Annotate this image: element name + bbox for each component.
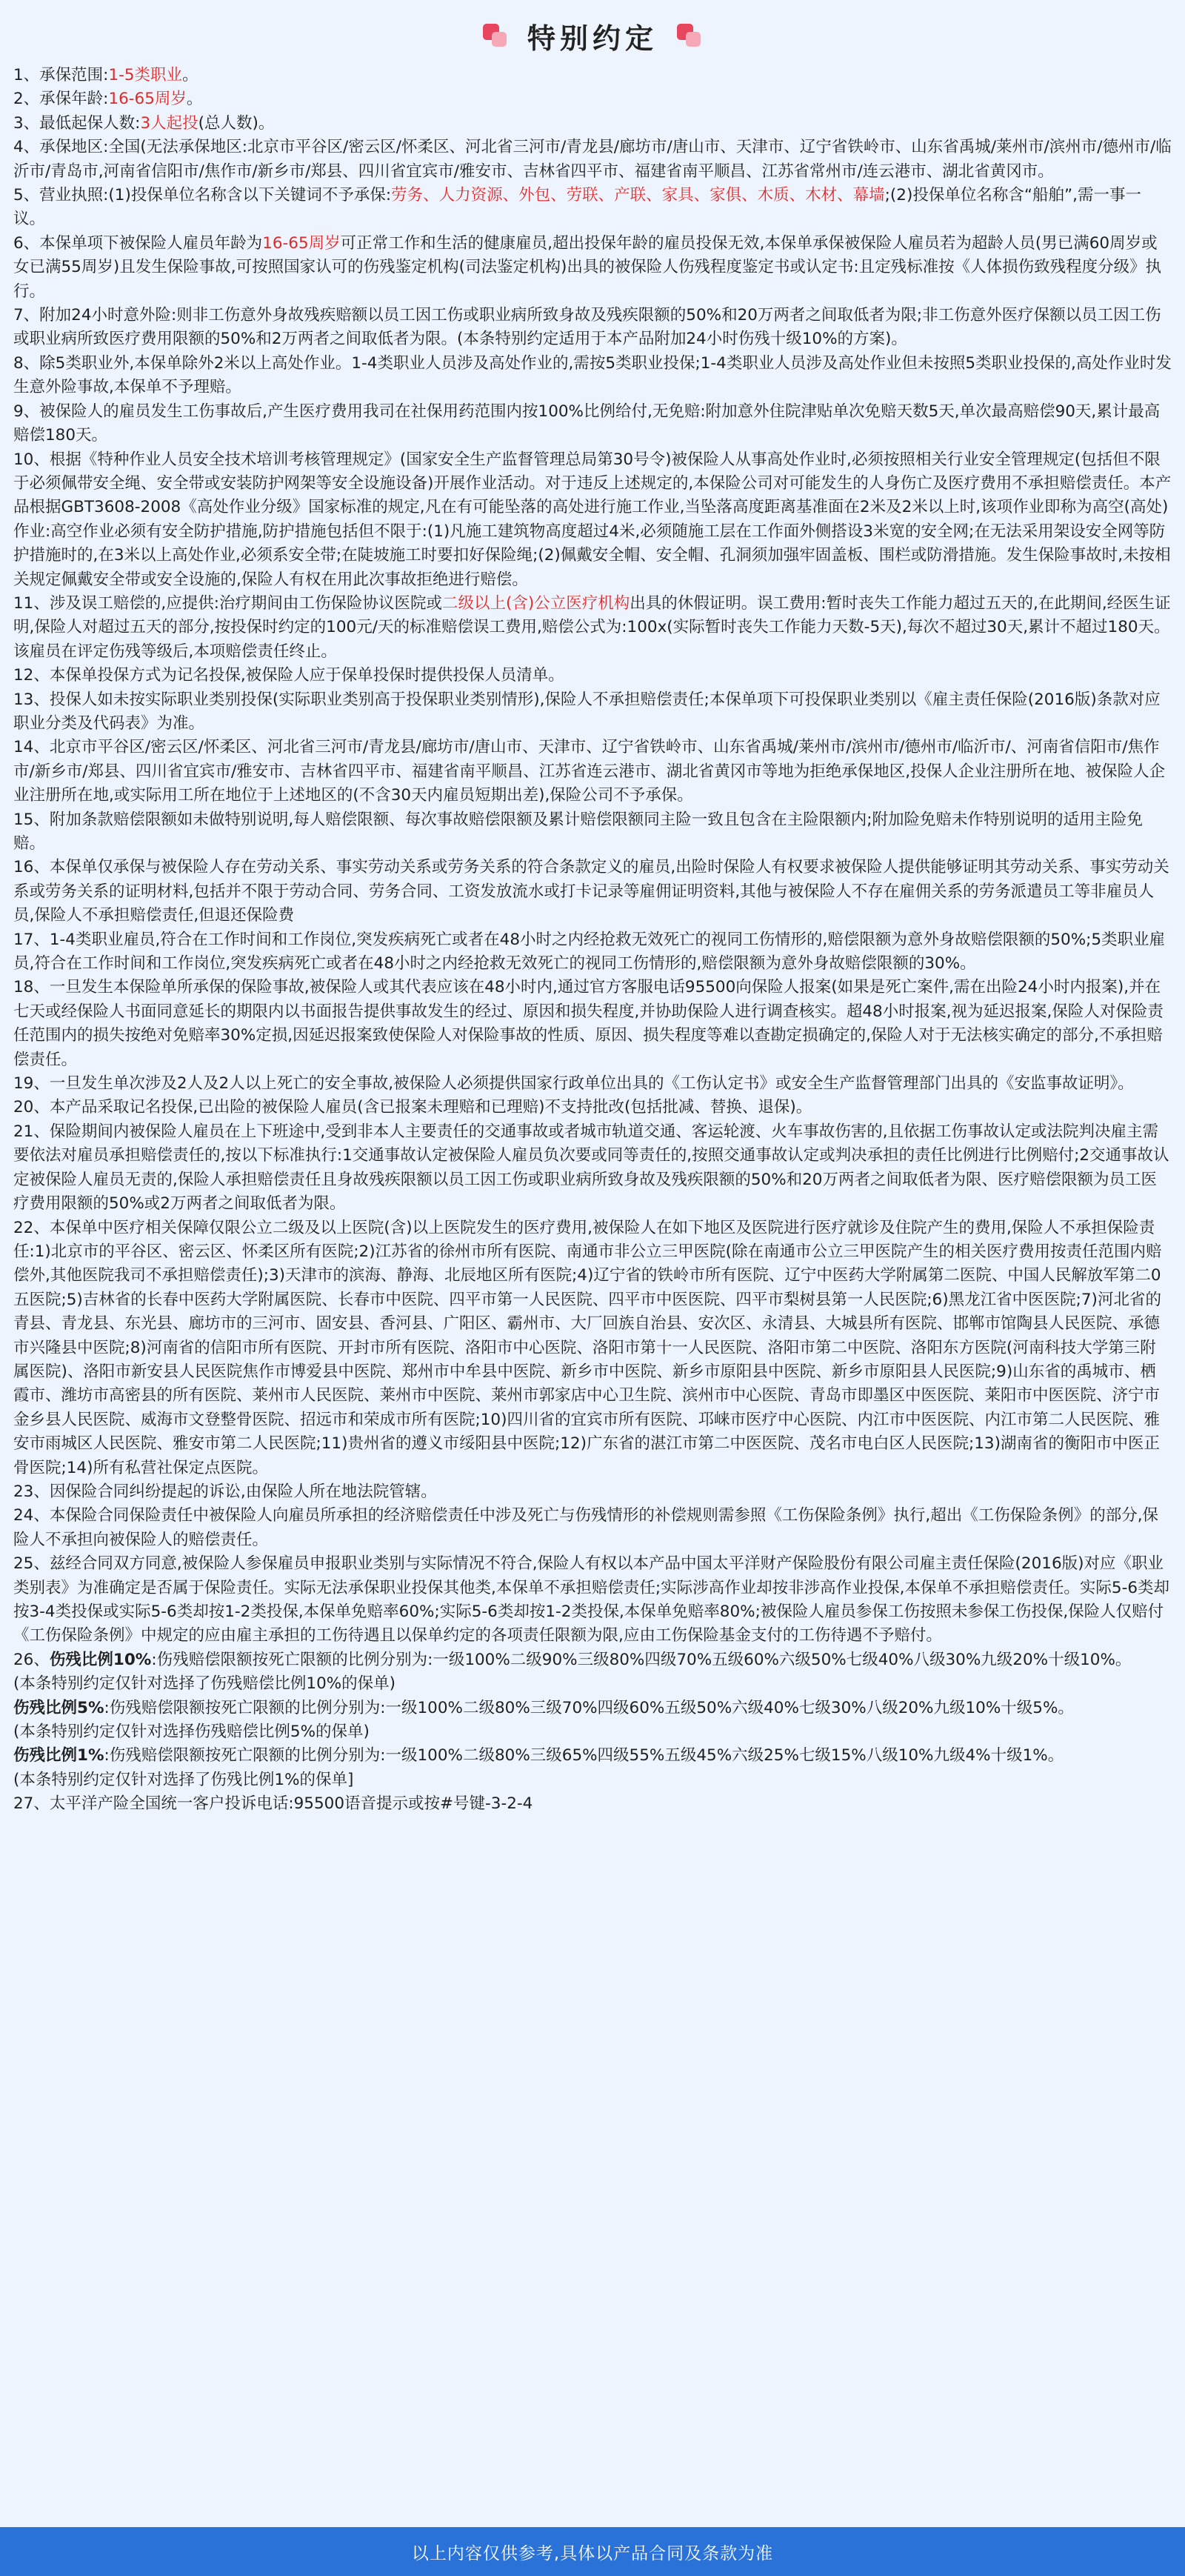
highlight-text: 1-5类职业	[108, 66, 183, 84]
item-text: 17、1-4类职业雇员,符合在工作时间和工作岗位,突发疾病死亡或者在48小时之内经抢救无效死亡的视同工伤情形的,赔偿限额为意外身故赔偿限额的50%;5类职业雇员,符合在工作时间和工作岗位,突发疾病死亡或者在48小时之内经抢救无效死亡的视同工伤情形的,赔偿限额为意外身故赔偿限额的30%。	[13, 930, 1166, 974]
highlight-text: 3人起投	[140, 113, 198, 133]
agreement-item-i19	[13, 1072, 1172, 1096]
agreement-item-i13	[13, 688, 1172, 736]
item-text: 15、附加条款赔偿限额如未做特别说明,每人赔偿限额、每次事故赔偿限额及累计赔偿限额同主险一致且包含在主险限额内;附加险免赔未作特别说明的适用主险免赔。	[13, 810, 1143, 853]
item-text: 24、本保险合同保险责任中被保险人向雇员所承担的经济赔偿责任中涉及死亡与伤残情形的补偿规则需参照《工伤保险条例》执行,超出《工伤保险条例》的部分,保险人不承担向被保险人的赔偿责任。	[13, 1506, 1159, 1549]
item-text: 7、附加24小时意外险:则非工伤意外身故残疾赔额以员工因工伤或职业病所致身故及残疾限额的50%和20万两者之间取低者为限;非工伤意外医疗保额以员工因工伤或职业病所致医疗费用限额的50%和2万两者之间取低者为限。(本条特别约定适用于本产品附加24小时伤残十级10%的方案)。	[13, 306, 1161, 349]
agreement-item-i25	[13, 1552, 1172, 1648]
item-text: 26、	[13, 1650, 50, 1669]
agreement-item-i23	[13, 1480, 1172, 1504]
agreement-item-i17	[13, 928, 1172, 976]
item-text: 出具的休假证明。误工费用:暂时丧失工作能力超过五天的,在此期间,经医生证明,保险人对超过五天的部分,按投保时约定的100元/天的标准赔偿误工费用,赔偿公式为:100x(实际暂时丧失工作能力天数-5天),每次不超过30天,累计不超过180天。该雇员在评定伤残等级后,本项赔偿责任终止。	[13, 593, 1171, 661]
item-text: 23、因保险合同纠纷提起的诉讼,由保险人所在地法院管辖。	[13, 1482, 437, 1501]
item-text: 9、被保险人的雇员发生工伤事故后,产生医疗费用我司在社保用药范围内按100%比例给付,无免赔:附加意外住院津贴单次免赔天数5天,单次最高赔偿90天,累计最高赔偿180天。	[13, 402, 1161, 445]
agreement-item-i21	[13, 1120, 1172, 1217]
item-text: 25、兹经合同双方同意,被保险人参保雇员申报职业类别与实际情况不符合,保险人有权以本产品中国太平洋财产保险股份有限公司雇主责任保险(2016版)对应《职业类别表》为准确定是否属于保险责任。实际无法承保职业投保其他类,本保单不承担赔偿责任;实际涉高作业却按非涉高作业投保,本保单不承担赔偿责任。实际5-6类却按3-4类投保或实际5-6类却按1-2类投保,本保单免赔率60%;实际5-6类却按1-2类投保,本保单免赔率80%;被保险人雇员参保工伤按照未参保工伤投保,保险人仅赔付《工伤保险条例》中规定的应由雇主承担的工伤待遇且以保单约定的各项责任限额为限,应由工伤保险基金支付的工伤待遇不予赔付。	[13, 1554, 1170, 1645]
agreement-item-i26n3	[13, 1768, 1172, 1792]
agreement-item-i6	[13, 232, 1172, 304]
item-text: (本条特别约定仅针对选择伤残赔偿比例5%的保单)	[13, 1723, 370, 1742]
highlight-text: 16-65周岁	[262, 233, 341, 253]
agreement-item-i8	[13, 352, 1172, 400]
disclaimer-text: 以上内容仅供参考,具体以产品合同及条款为准	[411, 2543, 774, 2563]
item-text: 2、承保年龄:	[13, 90, 109, 109]
agreement-item-i27	[13, 1792, 1172, 1816]
header	[0, 0, 1185, 71]
decorative-squares-icon	[483, 24, 508, 47]
item-text: 18、一旦发生本保险单所承保的保险事故,被保险人或其代表应该在48小时内,通过官方客服电话95500向保险人报案(如果是死亡案件,需在出险24小时内报案),并在七天或经保险人书面同意延长的期限内以书面报告提供事故发生的经过、原因和损失程度,并协助保险人进行调查核实。超48小时报案,视为延迟报案,保险人对保险责任范围内的损失按绝对免赔率30%定损,因延迟报案致使保险人对保险事故的性质、原因、损失程度等难以查勘定损确定的,保险人对于无法核实确定的部分,不承担赔偿责任。	[13, 978, 1164, 1069]
item-text: 16、本保单仅承保与被保险人存在劳动关系、事实劳动关系或劳务关系的符合条款定义的雇员,出险时保险人有权要求被保险人提供能够证明其劳动关系、事实劳动关系或劳务关系的证明材料,包括并不限于劳动合同、劳务合同、工资发放流水或打卡记录等雇佣证明资料,其他与被保险人不存在雇佣关系的劳务派遣员工等非雇员人员,保险人不承担赔偿责任,但退还保险费	[13, 858, 1169, 925]
page-title: 特别约定	[527, 21, 658, 55]
agreement-item-i15	[13, 808, 1172, 856]
item-text: (本条特别约定仅针对选择了伤残赔偿比例10%的保单)	[13, 1674, 396, 1694]
item-text: 8、除5类职业外,本保单除外2米以上高处作业。1-4类职业人员涉及高处作业的,需按5类职业投保;1-4类职业人员涉及高处作业但未按照5类职业投保的,高处作业时发生意外险事故,本保单不予理赔。	[13, 353, 1172, 397]
item-text: :伤残赔偿限额按死亡限额的比例分别为:一级100%二级80%三级70%四级60%五级50%六级40%七级30%八级20%九级10%十级5%。	[104, 1698, 1074, 1717]
item-text: 14、北京市平谷区/密云区/怀柔区、河北省三河市/青龙县/廊坊市/唐山市、天津市、辽宁省铁岭市、山东省禹城/莱州市/滨州市/德州市/临沂市/、河南省信阳市/焦作市/新乡市/郑县、四川省宜宾市/雅安市、吉林省四平市、福建省南平顺昌、江苏省连云港市、湖北省黄冈市等地为拒绝承保地区,投保人企业注册所在地、被保险人企业注册所在地,或实际用工所在地位于上述地区的(不含30天内雇员短期出差),保险公司不予承保。	[13, 738, 1166, 805]
agreement-item-i7	[13, 304, 1172, 352]
agreement-item-i22	[13, 1217, 1172, 1480]
item-text: 22、本保单中医疗相关保障仅限公立二级及以上医院(含)以上医院发生的医疗费用,被保险人在如下地区及医院进行医疗就诊及住院产生的费用,保险人不承担保险责任:1)北京市的平谷区、密云区、怀柔区所有医院;2)江苏省的徐州市所有医院、南通市非公立三甲医院(除在南通市公立三甲医院产生的相关医疗费用按责任范围内赔偿外,其他医院我司不承担赔偿责任);3)天津市的滨海、静海、北辰地区所有医院;4)辽宁省的铁岭市所有医院、辽宁中医药大学附属第二医院、中国人民解放军第二0五医院;5)吉林省的长春中医药大学附属医院、长春市中医院、四平市第一人民医院、四平市中医医院、四平市梨树县第一人民医院;6)黑龙江省中医医院;7)河北省的青县、青龙县、东光县、廊坊市的三河市、固安县、香河县、广阳区、霸州市、大厂回族自治县、安次区、永清县、大城县所有医院、邯郸市馆陶县人民医院、承德市兴隆县中医院;8)河南省的信阳市所有医院、开封市所有医院、洛阳市中心医院、洛阳市第十一人民医院、洛阳市第二中医院、洛阳东方医院(河南科技大学第三附属医院)、洛阳市新安县人民医院焦作市博爱县中医院、郑州市中牟县中医院、新乡市中医院、新乡市原阳县中医院、新乡市原阳县人民医院;9)山东省的禹城市、栖霞市、潍坊市高密县的所有医院、莱州市人民医院、莱州市中医院、莱州市郭家店中心卫生院、滨州市中心医院、青岛市即墨区中医医院、莱阳市中医医院、济宁市金乡县人民医院、威海市文登整骨医院、招远市和荣成市所有医院;10)四川省的宜宾市所有医院、邛崃市医疗中心医院、内江市中医医院、内江市第二人民医院、雅安市雨城区人民医院、雅安市第二人民医院;11)贵州省的遵义市绥阳县中医院;12)广东省的湛江市第二中医医院、茂名市电白区人民医院;13)湖南省的衡阳市中医正骨医院;14)所有私营社保定点医院。	[13, 1218, 1162, 1477]
decorative-squares-icon	[677, 24, 702, 47]
item-text: :伤残赔偿限额按死亡限额的比例分别为:一级100%二级80%三级65%四级55%五级45%六级25%七级15%八级10%九级4%十级1%。	[104, 1746, 1064, 1765]
agreement-item-i4	[13, 136, 1172, 184]
agreement-item-i14	[13, 736, 1172, 808]
item-text: 20、本产品采取记名投保,已出险的被保险人雇员(含已报案未理赔和已理赔)不支持批改(包括批减、替换、退保)。	[13, 1098, 812, 1117]
agreement-item-i26b	[13, 1697, 1172, 1720]
agreement-item-i3	[13, 112, 1172, 136]
agreement-item-i10	[13, 448, 1172, 592]
item-text: 3、最低起保人数:	[13, 113, 141, 133]
item-text: 21、保险期间内被保险人雇员在上下班途中,受到非本人主要责任的交通事故或者城市轨道交通、客运轮渡、火车事故伤害的,且依据工伤事故认定或法院判决雇主需要依法对雇员承担赔偿责任的,按以下标准执行:1交通事故认定被保险人雇员负次要或同等责任的,按照交通事故认定或判决承担的责任比例进行比例赔付;2交通事故认定被保险人雇员无责的,保险人承担赔偿责任且身故残疾限额以员工因工伤或职业病所致身故及残疾限额的50%和20万两者之间取低者为限、医疗赔偿限额为员工医疗费用限额的50%或2万两者之间取低者为限。	[13, 1122, 1169, 1214]
agreement-item-i26	[13, 1648, 1172, 1672]
bold-label: 伤残比例5%	[13, 1698, 104, 1717]
agreement-item-i18	[13, 976, 1172, 1072]
bold-label: 伤残比例1%	[13, 1746, 104, 1765]
item-text: :伤残赔偿限额按死亡限额的比例分别为:一级100%二级90%三级80%四级70%五级60%六级50%七级40%八级30%九级20%十级10%。	[151, 1650, 1132, 1669]
item-text: 5、营业执照:(1)投保单位名称含以下关键词不予承保:	[13, 186, 392, 205]
agreement-item-i1	[13, 64, 1172, 87]
item-text: 1、承保范围:	[13, 66, 109, 84]
item-text: 19、一旦发生单次涉及2人及2人以上死亡的安全事故,被保险人必须提供国家行政单位出具的《工伤认定书》或安全生产监督管理部门出具的《安监事故证明》。	[13, 1074, 1134, 1094]
bold-label: 伤残比例10%	[49, 1650, 152, 1669]
highlight-text: 二级以上(含)公立医疗机构	[441, 593, 630, 613]
item-text: 6、本保单项下被保险人雇员年龄为	[13, 233, 263, 253]
agreement-item-i26c	[13, 1744, 1172, 1768]
item-text: (总人数)。	[198, 113, 275, 133]
agreement-item-i2	[13, 87, 1172, 111]
agreement-list	[13, 64, 1172, 1817]
disclaimer-bar	[0, 2527, 1185, 2576]
agreement-item-i26n2	[13, 1720, 1172, 1744]
item-text: 12、本保单投保方式为记名投保,被保险人应于保单投保时提供投保人员清单。	[13, 666, 564, 685]
agreement-item-i5	[13, 184, 1172, 232]
item-text: 4、承保地区:全国(无法承保地区:北京市平谷区/密云区/怀柔区、河北省三河市/青龙县/廊坊市/唐山市、天津市、辽宁省铁岭市、山东省禹城/莱州市/滨州市/德州市/临沂市/青岛市,河南省信阳市/焦作市/新乡市/郑县、四川省宜宾市/雅安市、吉林省四平市、福建省南平顺昌、江苏省常州市/连云港市、湖北省黄冈市。	[13, 138, 1172, 181]
item-text: 。	[182, 66, 198, 84]
agreement-item-i26n1	[13, 1672, 1172, 1696]
agreement-item-i20	[13, 1096, 1172, 1119]
item-text: ;(2)投保单位名称含“船舶”,需一事一议。	[13, 186, 1141, 229]
item-text: 10、根据《特种作业人员安全技术培训考核管理规定》(国家安全生产监督管理总局第30号令)被保险人从事高处作业时,必须按照相关行业安全管理规定(包括但不限于必须佩带安全绳、安全带或安装防护网架等安全设施设备)开展作业活动。对于违反上述规定的,本保险公司对可能发生的人身伤亡及医疗费用不承担赔偿责任。本产品根据GBT3608-2008《高处作业分级》国家标准的规定,凡在有可能坠落的高处进行施工作业,当坠落高度距离基准面在2米及2米以上时,该项作业即称为高空(高处)作业:高空作业必须有安全防护措施,防护措施包括但不限于:(1)凡施工建筑物高度超过4米,必须随施工层在工作面外侧搭设3米宽的安全网;在无法采用架设安全网等防护措施时的,在3米以上高处作业,必须系安全带;在陡坡施工时要扣好保险绳;(2)佩戴安全帽、安全帽、孔洞须加强牢固盖板、围栏或防滑措施。发生保险事故时,未按相关规定佩戴安全带或安全设施的,保险人有权在用此次事故拒绝进行赔偿。	[13, 450, 1172, 589]
highlight-text: 劳务、人力资源、外包、劳联、产联、家具、家俱、木质、木材、幕墙	[391, 186, 885, 205]
agreement-item-i11	[13, 592, 1172, 664]
agreement-item-i12	[13, 664, 1172, 688]
item-text: 27、太平洋产险全国统一客户投诉电话:95500语音提示或按#号键-3-2-4	[13, 1794, 533, 1814]
item-text: 11、涉及误工赔偿的,应提供:治疗期间由工伤保险协议医院或	[13, 593, 442, 613]
highlight-text: 16-65周岁	[108, 90, 187, 109]
agreement-item-i24	[13, 1504, 1172, 1552]
item-text: 可正常工作和生活的健康雇员,超出投保年龄的雇员投保无效,本保单承保被保险人雇员若为超龄人员(男已满60周岁或女已满55周岁)且发生保险事故,可按照国家认可的伤残鉴定机构(司法鉴定机构)出具的被保险人伤残程度鉴定书或认定书:且定残标准按《人体损伤致残程度分级》执行。	[13, 233, 1162, 301]
agreement-item-i9	[13, 400, 1172, 448]
item-text: 。	[186, 90, 203, 109]
agreement-item-i16	[13, 856, 1172, 928]
item-text: 13、投保人如未按实际职业类别投保(实际职业类别高于投保职业类别情形),保险人不承担赔偿责任;本保单项下可投保职业类别以《雇主责任保险(2016版)条款对应职业分类及代码表》为准。	[13, 690, 1161, 733]
item-text: (本条特别约定仅针对选择了伤残比例1%的保单]	[13, 1770, 354, 1789]
